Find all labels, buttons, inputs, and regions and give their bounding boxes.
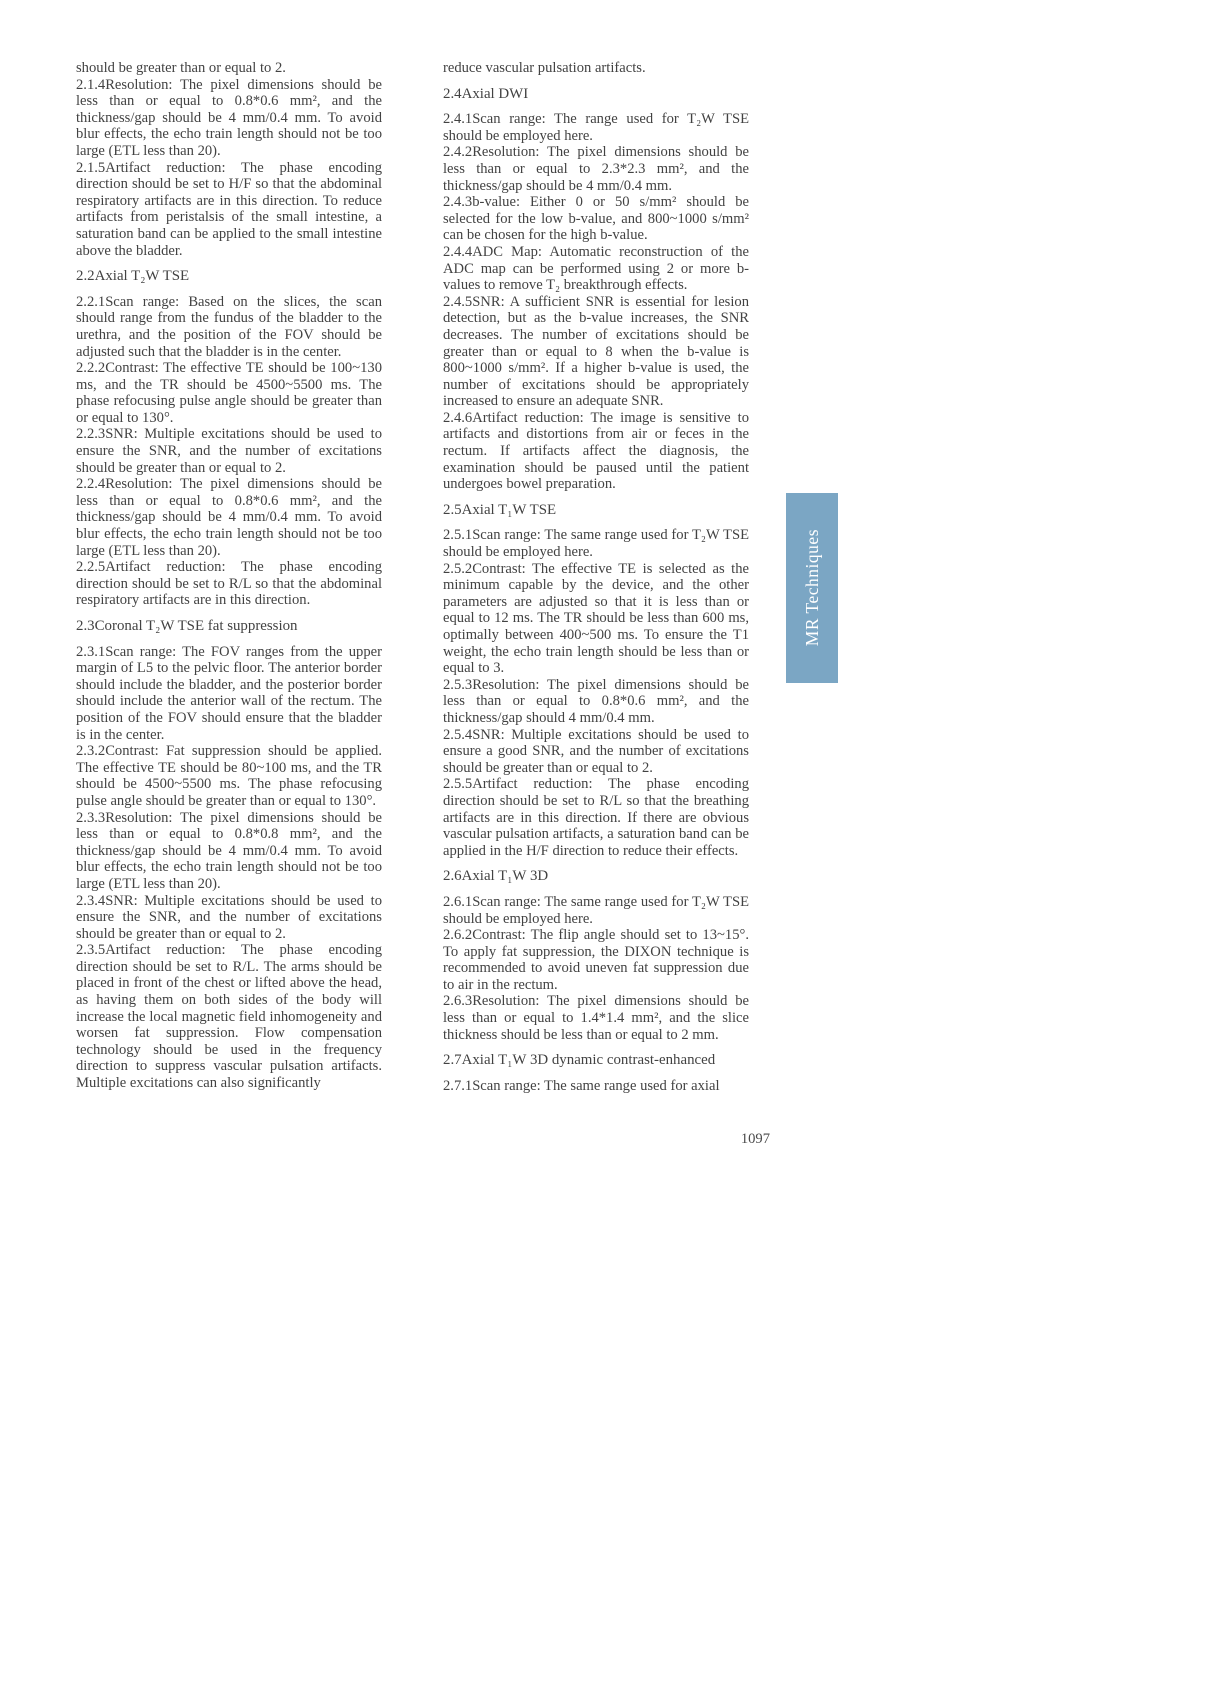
section-thumb-tab-label: MR Techniques xyxy=(801,529,822,647)
paragraph: 2.5.2Contrast: The effective TE is selected as the minimum capable by the device, and the other parameters are adjusted so that it is less than or equal to 12 ms. The TR should be less than 600 ms, optimally between 400~500 ms. To ensure the T1 weight, the echo train length should be less than or equal to 3. xyxy=(443,560,749,677)
section-thumb-tab xyxy=(786,493,838,683)
left-column xyxy=(76,60,382,1094)
paragraph: 2.4.6Artifact reduction: The image is sensitive to artifacts and distortions from air or feces in the rectum. If artifacts affect the diagnosis, the examination should be paused until the patient undergoes bowel preparation. xyxy=(443,409,749,493)
right-column xyxy=(443,60,749,1094)
paragraph: reduce vascular pulsation artifacts. xyxy=(443,60,646,76)
paragraph: 2.4.1Scan range: The range used for T₂W TSE should be employed here. xyxy=(443,111,749,144)
paragraph: 2.5.4SNR: Multiple excitations should be used to ensure a good SNR, and the number of excitations should be greater than or equal to 2. xyxy=(443,726,749,776)
paragraph: 2.4.4ADC Map: Automatic reconstruction of the ADC map can be performed using 2 or more b-values to remove T₂ breakthrough effects. xyxy=(443,243,749,294)
paragraph: 2.3.4SNR: Multiple excitations should be used to ensure the SNR, and the number of excitations should be greater than or equal to 2. xyxy=(76,892,382,942)
paragraph: 2.4.5SNR: A sufficient SNR is essential for lesion detection, but as the b-value increases, the SNR decreases. The number of excitations should be greater than or equal to 8 when the b-value is 800~1000 s/mm². If a higher b-value is used, the number of excitations should be appropriately increased to ensure an adequate SNR. xyxy=(443,293,749,410)
paragraph: 2.1.4Resolution: The pixel dimensions should be less than or equal to 0.8*0.6 mm², and the thickness/gap should be 4 mm/0.4 mm. To avoid blur effects, the echo train length should not be too large (ETL less than 20). xyxy=(76,76,382,159)
paragraph: 2.7.1Scan range: The same range used for axial xyxy=(443,1077,720,1094)
section-heading: 2.7Axial T₁W 3D dynamic contrast-enhanced xyxy=(443,1052,716,1069)
paragraph: 2.6.2Contrast: The flip angle should set to 13~15°. To apply fat suppression, the DIXON technique is recommended to avoid uneven fat suppression due to air in the rectum. xyxy=(443,927,749,993)
paragraph: 2.2.5Artifact reduction: The phase encoding direction should be set to R/L so that the abdominal respiratory artifacts are in this direction. xyxy=(76,559,382,609)
paragraph: 2.3.1Scan range: The FOV ranges from the upper margin of L5 to the pelvic floor. The anterior border should include the bladder, and the posterior border should include the anterior wall of the rectum. The position of the FOV should ensure that the bladder is in the center. xyxy=(76,643,382,743)
paragraph: 2.2.2Contrast: The effective TE should be 100~130 ms, and the TR should be 4500~5500 ms. The phase refocusing pulse angle should be greater than or equal to 130°. xyxy=(76,360,382,426)
section-heading: 2.4Axial DWI xyxy=(443,85,529,102)
paragraph: 2.1.5Artifact reduction: The phase encoding direction should be set to H/F so that the abdominal respiratory artifacts are in this direction. To reduce artifacts from peristalsis of the small intestine, a saturation band can be applied to the small intestine above the bladder. xyxy=(76,159,382,259)
paragraph: 2.3.2Contrast: Fat suppression should be applied. The effective TE should be 80~100 ms, and the TR should be 4500~5500 ms. The phase refocusing pulse angle should be greater than or equal to 130°. xyxy=(76,743,382,809)
paragraph: 2.6.3Resolution: The pixel dimensions should be less than or equal to 1.4*1.4 mm², and the slice thickness should be less than or equal to 2 mm. xyxy=(443,993,749,1043)
paragraph: 2.4.3b-value: Either 0 or 50 s/mm² should be selected for the low b-value, and 800~1000 s/mm² can be chosen for the high b-value. xyxy=(443,194,749,244)
paragraph: 2.2.3SNR: Multiple excitations should be used to ensure the SNR, and the number of excitations should be greater than or equal to 2. xyxy=(76,426,382,476)
section-heading: 2.6Axial T₁W 3D xyxy=(443,868,549,885)
paragraph: 2.5.1Scan range: The same range used for T₂W TSE should be employed here. xyxy=(443,527,749,561)
paragraph: 2.5.5Artifact reduction: The phase encoding direction should be set to R/L so that the breathing artifacts are in this direction. If there are obvious vascular pulsation artifacts, a saturation band can be applied in the H/F direction to reduce their effects. xyxy=(443,776,749,859)
section-heading: 2.2Axial T₂W TSE xyxy=(76,268,190,285)
section-heading: 2.3Coronal T₂W TSE fat suppression xyxy=(76,618,298,634)
page-number: 1097 xyxy=(740,1131,770,1147)
paragraph: 2.6.1Scan range: The same range used for T₂W TSE should be employed here. xyxy=(443,893,749,927)
paragraph: 2.3.5Artifact reduction: The phase encoding direction should be set to R/L. The arms should be placed in front of the chest or lifted above the head, as having them on both sides of the body will increase the local magnetic field inhomogeneity and worsen fat suppression. Flow compensation technology should be used in the frequency direction to suppress vascular pulsation artifacts. Multiple excitations can also significantly xyxy=(76,942,382,1092)
paragraph: 2.4.2Resolution: The pixel dimensions should be less than or equal to 2.3*2.3 mm², and the thickness/gap should be 4 mm/0.4 mm. xyxy=(443,144,749,194)
paragraph: 2.2.4Resolution: The pixel dimensions should be less than or equal to 0.8*0.6 mm², and the thickness/gap should be 4 mm/0.4 mm. To avoid blur effects, the echo train length should not be too large (ETL less than 20). xyxy=(76,476,382,559)
section-heading: 2.5Axial T₁W TSE xyxy=(443,501,557,518)
paragraph: should be greater than or equal to 2. xyxy=(76,60,286,76)
paragraph: 2.3.3Resolution: The pixel dimensions should be less than or equal to 0.8*0.8 mm², and the thickness/gap should be 4 mm/0.4 mm. To avoid blur effects, the echo train length should not be too large (ETL less than 20). xyxy=(76,809,382,892)
paragraph: 2.5.3Resolution: The pixel dimensions should be less than or equal to 0.8*0.6 mm², and the thickness/gap should 4 mm/0.4 mm. xyxy=(443,676,749,726)
two-column-text-block xyxy=(76,60,749,1094)
paragraph: 2.2.1Scan range: Based on the slices, the scan should range from the fundus of the bladder to the urethra, and the position of the FOV should be adjusted such that the bladder is in the center. xyxy=(76,293,382,360)
